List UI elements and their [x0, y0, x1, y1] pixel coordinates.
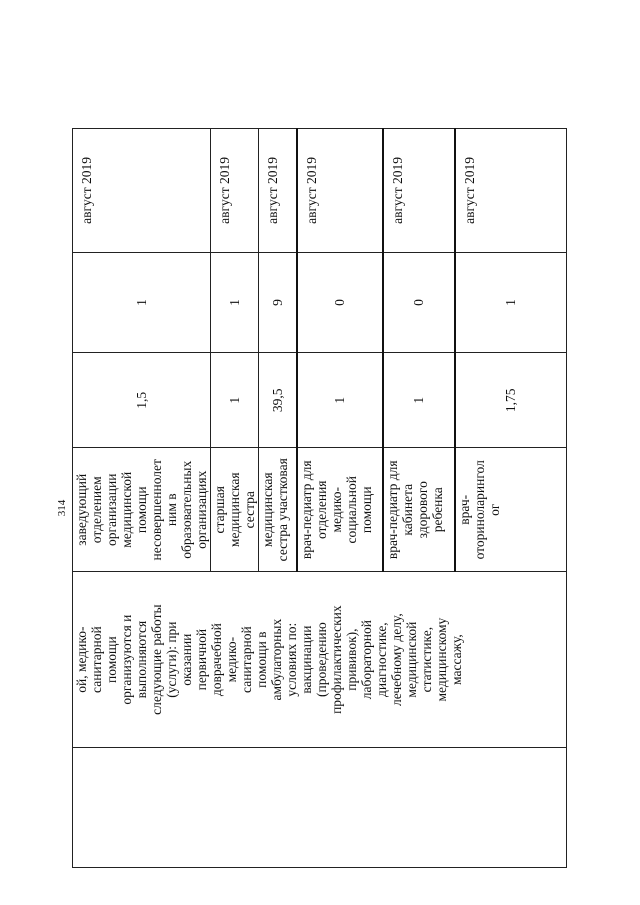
- date-cell: август 2019: [259, 129, 297, 253]
- rate-cell: 1: [211, 353, 259, 448]
- services-description-cell: ой, медико- санитарной помощи организуются и выполняются следующие работы (услуги): при оказании первичной доврачебной медико- санитарной помощи в амбулаторных условиях по: вакцинации (проведению профилактических прививок), лабораторной диагностике, лечебному делу, медицинской статистике, медицинскому массажу,: [73, 572, 567, 748]
- position-cell: врач-педиатр для кабинета здорового ребенка: [383, 448, 455, 572]
- date-cell: август 2019: [297, 129, 383, 253]
- table-row: [73, 129, 211, 868]
- count-cell: 9: [259, 252, 297, 352]
- count-cell: 0: [297, 252, 383, 352]
- date-cell: август 2019: [73, 129, 211, 253]
- position-cell: врач-педиатр для отделения медико- социальной помощи: [297, 448, 383, 572]
- position-cell: медицинская сестра участковая: [259, 448, 297, 572]
- count-cell: 1: [73, 252, 211, 352]
- position-cell: врач- оториноларингол ог: [455, 448, 567, 572]
- count-cell: 0: [383, 252, 455, 352]
- rate-cell: 1,75: [455, 353, 567, 448]
- position-cell: старшая медицинская сестра: [211, 448, 259, 572]
- staffing-table: [72, 128, 567, 868]
- date-cell: август 2019: [383, 129, 455, 253]
- rotated-table-container: [72, 128, 526, 868]
- rate-cell: 1,5: [73, 353, 211, 448]
- date-cell: август 2019: [455, 129, 567, 253]
- page-number: 314: [56, 499, 68, 517]
- rate-cell: 1: [297, 353, 383, 448]
- empty-first-column-cell: [73, 748, 567, 868]
- count-cell: 1: [455, 252, 567, 352]
- position-cell: заведующий отделением организации медицинской помощи несовершеннолет ним в образовательных организациях: [73, 448, 211, 572]
- date-cell: август 2019: [211, 129, 259, 253]
- rate-cell: 1: [383, 353, 455, 448]
- count-cell: 1: [211, 252, 259, 352]
- rate-cell: 39,5: [259, 353, 297, 448]
